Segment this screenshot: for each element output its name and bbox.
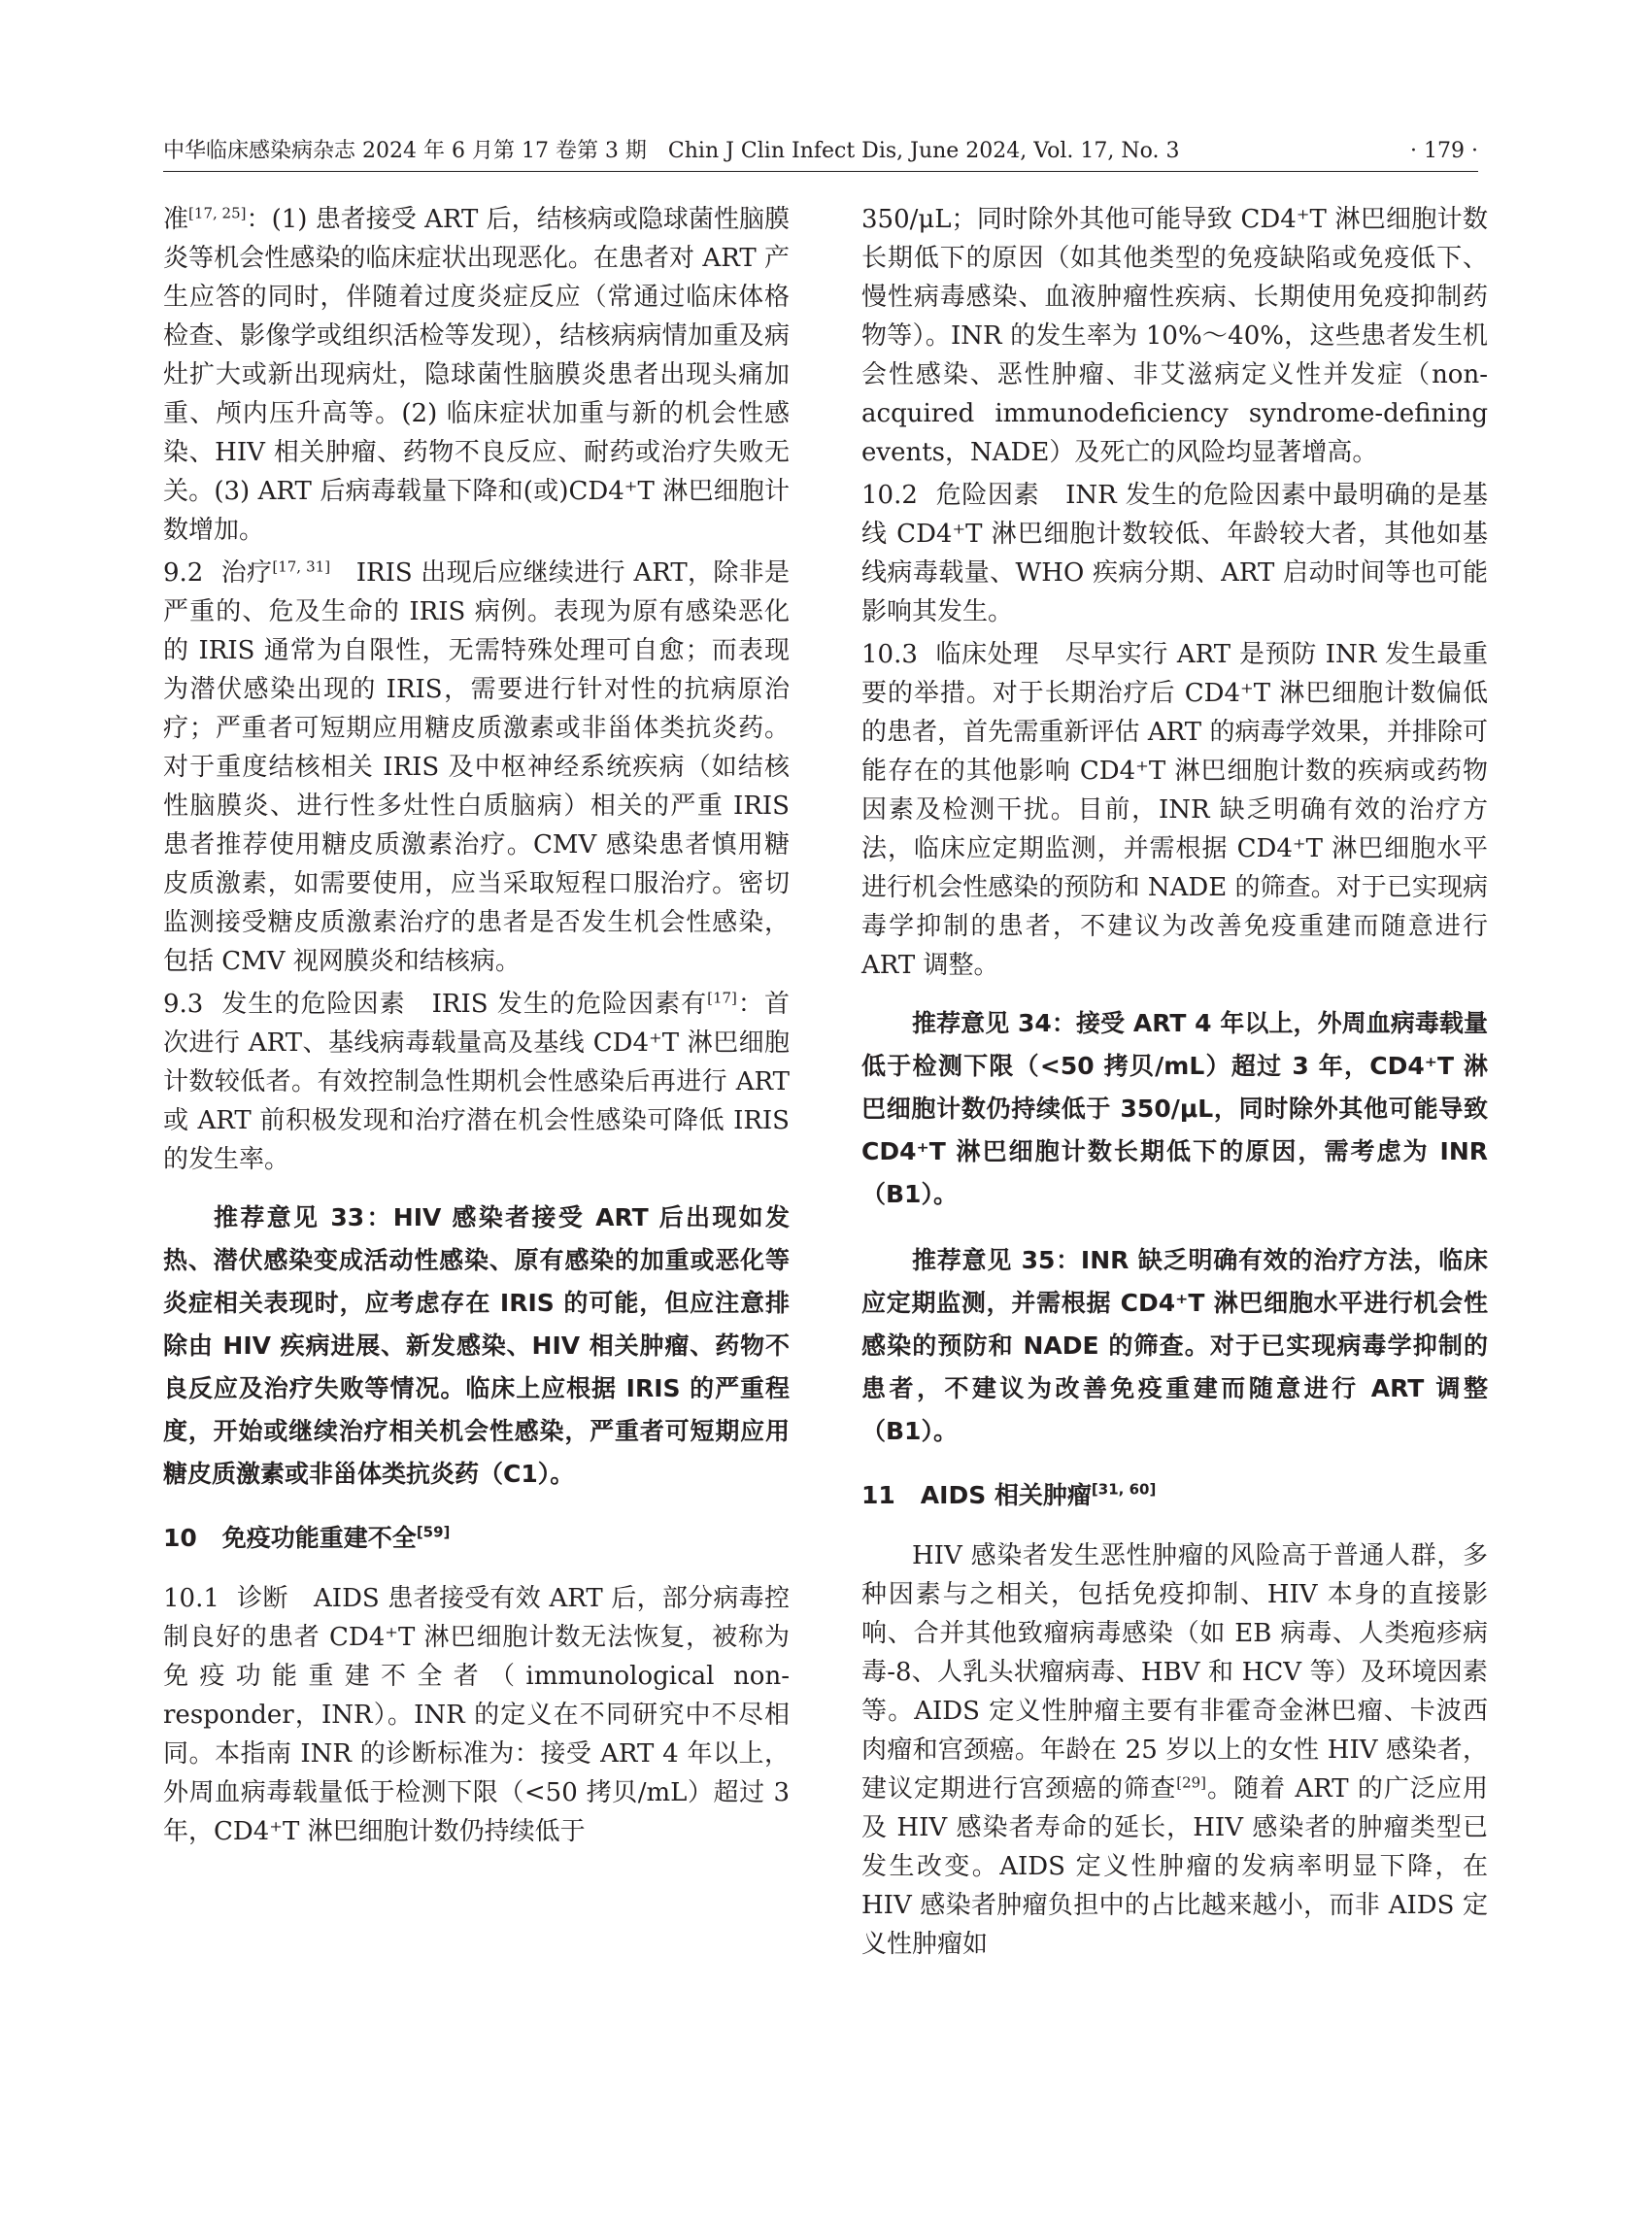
citation-ref: [17] [707,989,737,1007]
section-title: 危险因素 [934,481,1040,510]
section-text: IRIS 发生的危险因素有 [405,990,708,1019]
section-text: IRIS 出现后应继续进行 ART，除非是严重的、危及生命的 IRIS 病例。表现为原有感染恶化的 IRIS 通常为自限性，无需特殊处理可自愈；而表现为潜伏感染出现的 IRIS，需要进行针对性的抗病原治疗；严重者可短期应用糖皮质激素或非甾体类抗炎药。对于重度结核相关 IRIS 及中枢神经系统疾病（如结核性脑膜炎、进行性多灶性白质脑病）相关的严重 IRIS 患者推荐使用糖皮质激素治疗。CMV 感染患者慎用糖皮质激素，如需要使用，应当采取短程口服治疗。密切监测接受糖皮质激素治疗的患者是否发生机会性感染，包括 CMV 视网膜炎和结核病。 [163,558,790,976]
section-text: ：首次进行 ART、基线病毒载量高及基线 CD4⁺T 淋巴细胞计数较低者。有效控制急性期机会性感染后再进行 ART 或 ART 前积极发现和治疗潜在机会性感染可降低 IRIS 的发生率。 [163,990,790,1174]
section-number: 11 [861,1481,895,1509]
section-10-3 [861,635,1488,985]
section-text: 。随着 ART 的广泛应用及 HIV 感染者寿命的延长，HIV 感染者的肿瘤类型已发生改变。AIDS 定义性肿瘤的发病率明显下降，在 HIV 感染者肿瘤负担中的占比越来越小，而非 AIDS 定义性肿瘤如 [861,1774,1488,1959]
section-10-heading [163,1519,790,1558]
text: ：(1) 患者接受 ART 后，结核病或隐球菌性脑膜炎等机会性感染的临床症状出现恶化。在患者对 ART 产生应答的同时，伴随着过度炎症反应（常通过临床体格检查、影像学或组织活检等发现），结核病病情加重及病灶扩大或新出现病灶，隐球菌性脑膜炎患者出现头痛加重、颅内压升高等。(2) 临床症状加重与新的机会性感染、HIV 相关肿瘤、药物不良反应、耐药或治疗失败无关。(3) ART 后病毒载量下降和(或)CD4⁺T 淋巴细胞计数增加。 [163,205,790,545]
inr-definition-continued: 350/μL；同时除外其他可能导致 CD4⁺T 淋巴细胞计数长期低下的原因（如其他类型的免疫缺陷或免疫低下、慢性病毒感染、血液肿瘤性疾病、长期使用免疫抑制药物等）。INR 的发生率为 10%～40%，这些患者发生机会性感染、恶性肿瘤、非艾滋病定义性并发症（non-acquired immunodeficiency syndrome-defining events，NADE）及死亡的风险均显著增高。 [861,205,1488,467]
iris-criteria-paragraph [163,200,790,550]
citation-ref: [29] [1176,1773,1207,1792]
section-number: 9.2 [163,558,204,588]
citation-ref: [17, 25] [188,204,247,222]
left-column [163,200,790,1855]
section-title: AIDS 相关肿瘤 [920,1481,1092,1509]
journal-citation: 中华临床感染病杂志 2024 年 6 月第 17 卷第 3 期 Chin J Clin Infect Dis, June 2024, Vol. 17, No. 3 [163,139,1180,163]
section-number: 10.1 [163,1584,219,1613]
section-text: AIDS 患者接受有效 ART 后，部分病毒控制良好的患者 CD4⁺T 淋巴细胞计数无法恢复，被称为免疫功能重建不全者（immunological non-responder，INR）。INR 的定义在不同研究中不尽相同。本指南 INR 的诊断标准为：接受 ART 4 年以上，外周血病毒载量低于检测下限（<50 拷贝/mL）超过 3 年，CD4⁺T 淋巴细胞计数仍持续低于 [163,1584,790,1846]
section-title: 临床处理 [934,640,1039,669]
citation-ref: [31, 60] [1091,1480,1157,1499]
section-9-3 [163,985,790,1179]
section-text: INR 发生的危险因素中最明确的是基线 CD4⁺T 淋巴细胞计数较低、年龄较大者，其他如基线病毒载量、WHO 疾病分期、ART 启动时间等也可能影响其发生。 [861,481,1488,626]
header-rule [163,171,1478,172]
right-column [861,200,1488,1968]
section-text: 尽早实行 ART 是预防 INR 发生最重要的举措。对于长期治疗后 CD4⁺T 淋巴细胞计数偏低的患者，首先需重新评估 ART 的病毒学效果，并排除可能存在的其他影响 CD4⁺T 淋巴细胞计数的疾病或药物因素及检测干扰。目前，INR 缺乏明确有效的治疗方法，临床应定期监测，并需根据 CD4⁺T 淋巴细胞水平进行机会性感染的预防和 NADE 的筛查。对于已实现病毒学抑制的患者，不建议为改善免疫重建而随意进行 ART 调整。 [861,640,1488,980]
section-title: 诊断 [236,1584,288,1613]
section-number: 10.3 [861,640,918,669]
section-number: 10 [163,1524,197,1552]
section-10-1 [163,1579,790,1851]
section-title: 免疫功能重建不全 [221,1524,417,1552]
recommendation-33: 推荐意见 33：HIV 感染者接受 ART 后出现如发热、潜伏感染变成活动性感染、原有感染的加重或恶化等炎症相关表现时，应考虑存在 IRIS 的可能，但应注意排除由 HIV 疾病进展、新发感染、HIV 相关肿瘤、药物不良反应及治疗失败等情况。临床上应根据 IRIS 的严重程度，开始或继续治疗相关机会性感染，严重者可短期应用糖皮质激素或非甾体类抗炎药（C1）。 [163,1203,790,1488]
running-header [163,134,1478,169]
section-11-heading [861,1476,1488,1515]
citation-ref: [59] [416,1523,451,1541]
section-title: 发生的危险因素 [220,990,406,1019]
section-title: 治疗 [220,558,273,588]
page-number: · 179 · [1410,139,1478,163]
citation-ref: [17, 31] [272,557,331,576]
recommendation-34: 推荐意见 34：接受 ART 4 年以上，外周血病毒载量低于检测下限（<50 拷贝/mL）超过 3 年，CD4⁺T 淋巴细胞计数仍持续低于 350/μL，同时除外其他可能导致 CD4⁺T 淋巴细胞计数长期低下的原因，需考虑为 INR（B1）。 [861,1009,1488,1208]
text: 准 [163,205,189,234]
section-10-2 [861,476,1488,631]
section-11-paragraph [861,1536,1488,1964]
section-number: 10.2 [861,481,918,510]
section-9-2 [163,554,790,981]
section-number: 9.3 [163,990,204,1019]
section-text: HIV 感染者发生恶性肿瘤的风险高于普通人群，多种因素与之相关，包括免疫抑制、HIV 本身的直接影响、合并其他致瘤病毒感染（如 EB 病毒、人类疱疹病毒-8、人乳头状瘤病毒、HBV 和 HCV 等）及环境因素等。AIDS 定义性肿瘤主要有非霍奇金淋巴瘤、卡波西肉瘤和宫颈癌。年龄在 25 岁以上的女性 HIV 感染者，建议定期进行宫颈癌的筛查 [861,1541,1488,1804]
recommendation-35: 推荐意见 35：INR 缺乏明确有效的治疗方法，临床应定期监测，并需根据 CD4⁺T 淋巴细胞水平进行机会性感染的预防和 NADE 的筛查。对于已实现病毒学抑制的患者，不建议为改善免疫重建而随意进行 ART 调整（B1）。 [861,1246,1488,1445]
